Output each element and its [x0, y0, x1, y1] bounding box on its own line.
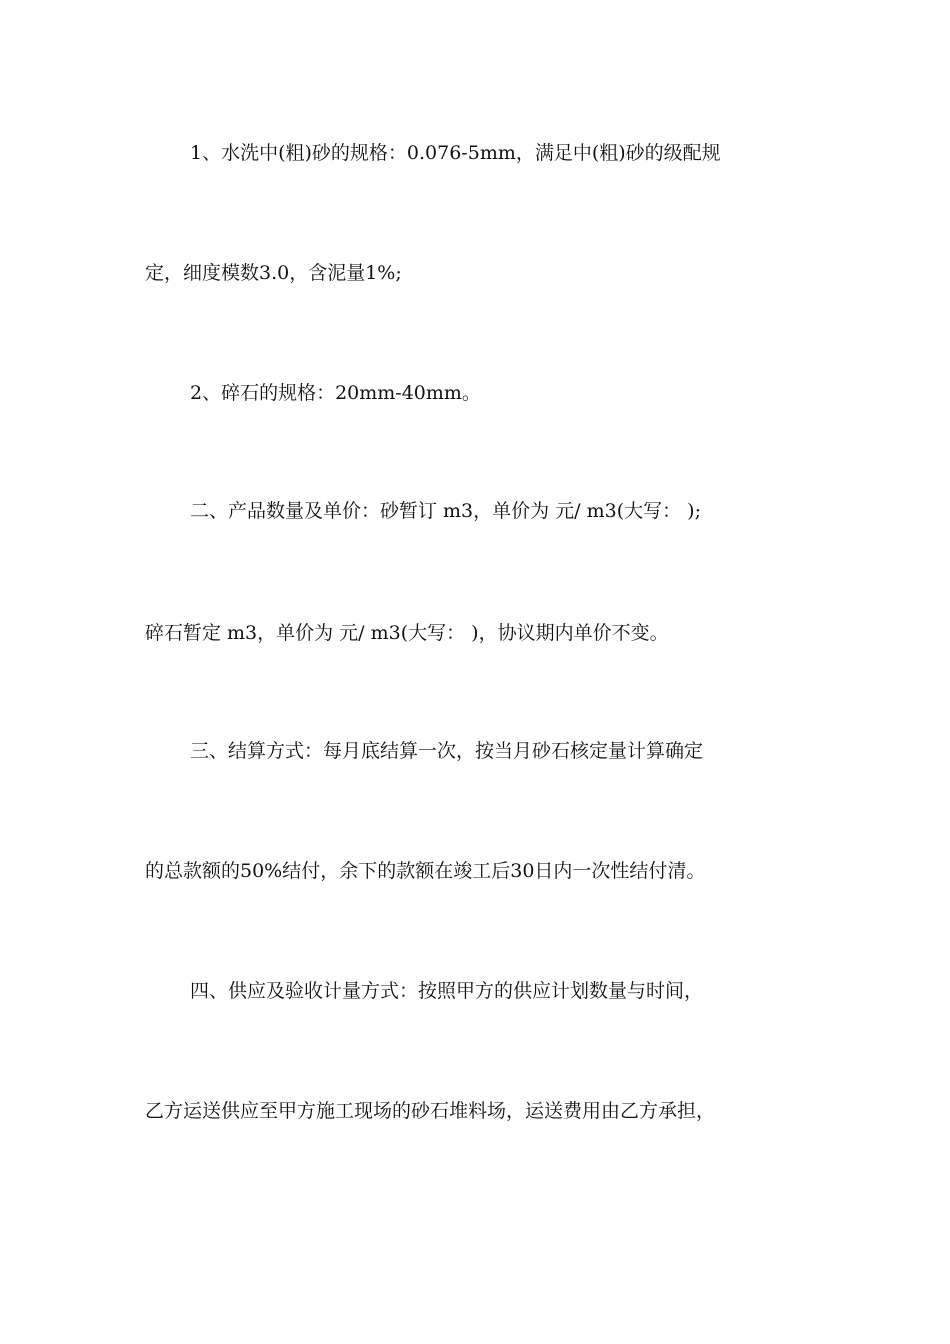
supply-line-2: 乙方运送供应至甲方施工现场的砂石堆料场，运送费用由乙方承担，	[145, 1100, 716, 1122]
spec-sand-line-2: 定，细度模数3.0，含泥量1%;	[145, 262, 402, 284]
spec-sand-line-1: 1、水洗中(粗)砂的规格：0.076-5mm，满足中(粗)砂的级配规	[190, 142, 721, 164]
spec-gravel-line: 2、碎石的规格：20mm-40mm。	[190, 382, 481, 404]
quantity-price-line-2: 碎石暂定 m3，单价为 元/ m3(大写： )，协议期内单价不变。	[145, 622, 669, 644]
supply-line-1: 四、供应及验收计量方式：按照甲方的供应计划数量与时间，	[190, 980, 704, 1002]
settlement-line-1: 三、结算方式：每月底结算一次，按当月砂石核定量计算确定	[190, 740, 704, 762]
quantity-price-line-1: 二、产品数量及单价：砂暂订 m3，单价为 元/ m3(大写： );	[190, 500, 701, 522]
settlement-line-2: 的总款额的50%结付，余下的款额在竣工后30日内一次性结付清。	[145, 860, 706, 882]
